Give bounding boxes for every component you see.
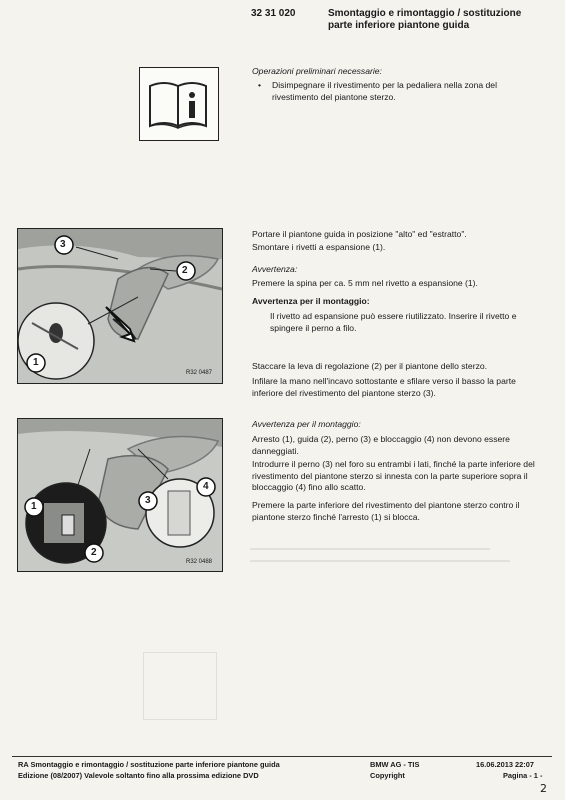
callout-1: 1 [31, 501, 37, 512]
footer-date: 16.06.2013 22:07 [476, 760, 534, 769]
step1-p4: Infilare la mano nell'incavo sottostante e sfilare verso il basso la parte inferiore del rivestimento del piantone sterzo (3). [252, 376, 516, 398]
step2-p2: Introdurre il perno (3) nel foro su entrambi i lati, finché la parte inferiore del rivestimento del piantone sterzo si innesta con la parte superiore sopra il bloccaggio (4) fino allo scatto. [252, 459, 535, 492]
step2-assembly-heading: Avvertenza per il montaggio: [252, 419, 361, 429]
figure-ref: R32 0487 [186, 370, 213, 376]
step1-p3: Staccare la leva di regolazione (2) per il piantone dello sterzo. [252, 361, 488, 371]
step1-p1: Portare il piantone guida in posizione "alto" ed "estratto". [252, 229, 467, 239]
figure-ref: R32 0488 [186, 559, 213, 565]
callout-2: 2 [91, 547, 97, 558]
step1-note-text: Premere la spina per ca. 5 mm nel rivetto a espansione (1). [252, 278, 478, 288]
page-title: Smontaggio e rimontaggio / sostituzione parte inferiore piantone guida [328, 8, 522, 31]
bleed-through-text [20, 14, 220, 23]
callout-4: 4 [203, 481, 209, 492]
preliminary-heading: Operazioni preliminari necessarie: [252, 66, 382, 76]
bleed-through-line [250, 560, 510, 562]
bullet-dot: • [258, 80, 262, 90]
step2-p1: Arresto (1), guida (2), perno (3) e bloccaggio (4) non devono essere danneggiati. [252, 434, 510, 456]
bleed-through-line [250, 548, 490, 550]
callout-3: 3 [60, 239, 66, 250]
figure-1 [17, 228, 223, 384]
step1-note-heading: Avvertenza: [252, 264, 298, 274]
callout-1: 1 [33, 357, 39, 368]
footer-company: BMW AG - TIS [370, 760, 420, 769]
step2-p3: Premere la parte inferiore del rivestimento del piantone sterzo contro il piantone sterzo finché l'arresto (1) si blocca. [252, 500, 520, 522]
step1-assembly-heading: Avvertenza per il montaggio: [252, 296, 370, 306]
step1-p2: Smontare i rivetti a espansione (1). [252, 242, 386, 252]
info-book-icon [139, 67, 219, 141]
callout-3: 3 [145, 495, 151, 506]
footer-line1: RA Smontaggio e rimontaggio / sostituzione parte inferiore piantone guida [18, 760, 280, 769]
footer-page: Pagina - 1 - [503, 771, 543, 780]
figure-2 [17, 418, 223, 572]
footer-copyright: Copyright [370, 771, 405, 780]
footer-rule [12, 756, 552, 757]
callout-2: 2 [182, 265, 188, 276]
doc-number: 32 31 020 [251, 8, 296, 19]
bleed-through-box [143, 652, 217, 720]
preliminary-item: Disimpegnare il rivestimento per la pedaliera nella zona del rivestimento del piantone sterzo. [272, 80, 497, 102]
step1-assembly-text: Il rivetto ad espansione può essere riutilizzato. Inserire il rivetto e spingere il perno a filo. [270, 311, 517, 333]
footer-line2: Edizione (08/2007) Valevole soltanto fino alla prossima edizione DVD [18, 771, 259, 780]
handwritten-page-number: 2 [540, 782, 547, 795]
